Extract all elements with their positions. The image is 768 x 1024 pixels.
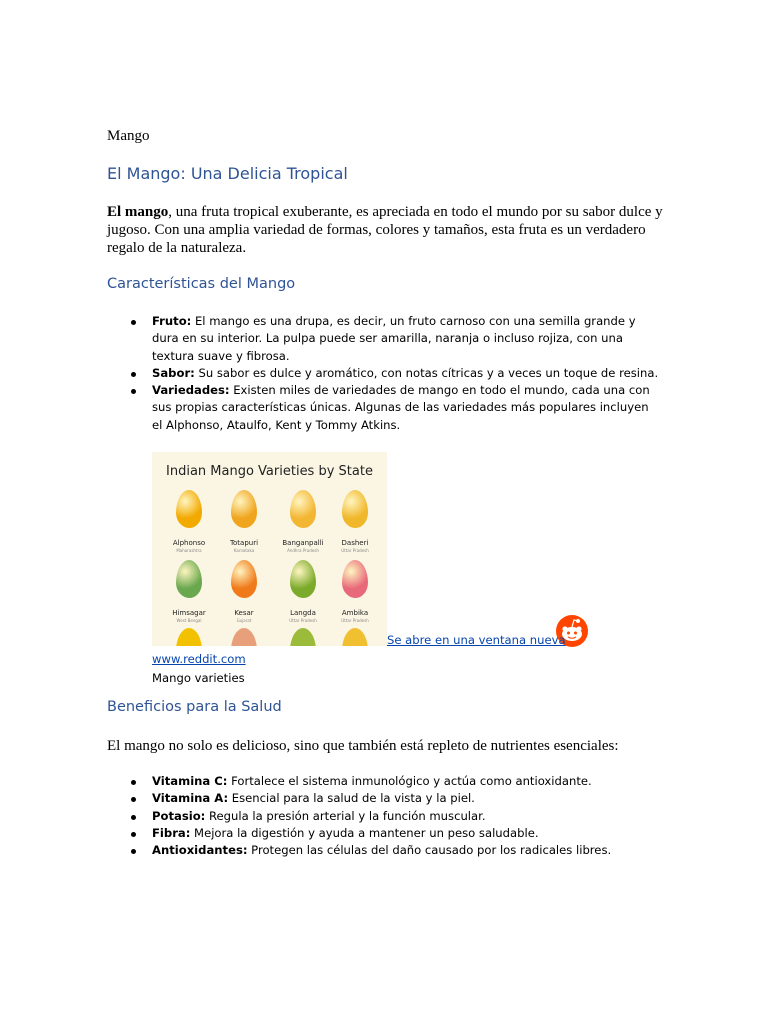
item-label: Fibra: — [152, 825, 191, 840]
mango-varieties-image[interactable] — [152, 452, 387, 646]
item-label: Antioxidantes: — [152, 843, 248, 858]
bullet-icon — [131, 320, 136, 325]
mango-state-label: Uttar Pradesh — [341, 548, 369, 553]
figure-caption: Mango varieties — [152, 671, 245, 685]
item-text: Existen miles de variedades de mango en todo el mundo, cada una con sus propias características únicas. Algunas de las variedades más populares incluyen el Alphonso, Ataulfo, Kent y Tommy Atkins. — [152, 383, 650, 432]
item-label: Vitamina A: — [152, 791, 229, 806]
mango-label: Alphonso — [172, 539, 206, 547]
document-title: Mango — [107, 128, 150, 144]
list-item — [107, 825, 659, 842]
mango-partial-icon — [290, 628, 316, 646]
mango-ambika-icon — [342, 560, 368, 598]
characteristics-list — [107, 313, 659, 434]
intro-text: , una fruta tropical exuberante, es apreciada en todo el mundo por su sabor dulce y jugoso. Con una amplia variedad de formas, colores y tamaños, esta fruta es un verdadero regalo de la naturaleza. — [107, 204, 663, 256]
mango-label: Totapuri — [229, 539, 259, 547]
item-label: Potasio: — [152, 808, 206, 823]
list-item — [107, 808, 659, 825]
mango-dasheri-icon — [342, 490, 368, 528]
item-text: Fortalece el sistema inmunológico y actúa como antioxidante. — [227, 774, 592, 788]
mango-partial-icon — [231, 628, 257, 646]
list-item — [107, 365, 659, 382]
mango-himsagar-icon — [176, 560, 202, 598]
item-label: Vitamina C: — [152, 774, 228, 788]
item-label: Variedades: — [152, 383, 230, 398]
mango-banganpalli-icon — [290, 490, 316, 528]
item-text: Protegen las células del daño causado por los radicales libres. — [247, 843, 612, 858]
mango-partial-icon — [342, 628, 368, 646]
intro-paragraph — [107, 203, 663, 257]
characteristics-heading: Características del Mango — [107, 276, 296, 292]
main-heading: El Mango: Una Delicia Tropical — [107, 164, 348, 183]
bullet-icon — [131, 832, 136, 837]
list-item — [107, 773, 659, 790]
mango-label: Banganpalli — [282, 539, 324, 547]
mango-langda-icon — [290, 560, 316, 598]
mango-totapuri-icon — [231, 490, 257, 528]
intro-bold: El mango — [107, 204, 169, 220]
benefits-list — [107, 773, 659, 859]
list-item — [107, 790, 659, 807]
list-item — [107, 382, 659, 434]
mango-label: Himsagar — [172, 609, 206, 617]
bullet-icon — [131, 389, 136, 394]
mango-partial-icon — [176, 628, 202, 646]
item-text: Regula la presión arterial y la función muscular. — [205, 808, 486, 823]
bullet-icon — [131, 372, 136, 377]
mango-state-label: Maharashtra — [176, 548, 202, 553]
bullet-icon — [131, 780, 136, 785]
item-label: Sabor: — [152, 365, 195, 380]
bullet-icon — [131, 849, 136, 854]
mango-label: Langda — [290, 609, 316, 617]
item-text: Mejora la digestión y ayuda a mantener un peso saludable. — [190, 825, 539, 840]
mango-state-label: Gujarat — [236, 618, 252, 623]
mango-state-label: Andhra Pradesh — [287, 548, 319, 553]
figure-title: Indian Mango Varieties by State — [166, 464, 373, 479]
list-item — [107, 313, 659, 365]
mango-label: Ambika — [341, 609, 369, 617]
mango-alphonso-icon — [176, 490, 202, 528]
item-text: Su sabor es dulce y aromático, con notas cítricas y a veces un toque de resina. — [194, 365, 659, 380]
mango-kesar-icon — [231, 560, 257, 598]
source-domain-link[interactable]: www.reddit.com — [152, 652, 246, 666]
mango-label: Kesar — [234, 609, 254, 617]
open-new-window-link[interactable]: Se abre en una ventana nueva — [387, 633, 566, 647]
mango-state-label: Uttar Pradesh — [289, 618, 317, 623]
benefits-heading: Beneficios para la Salud — [107, 699, 282, 715]
benefits-intro: El mango no solo es delicioso, sino que también está repleto de nutrientes esenciales: — [107, 738, 619, 754]
mango-state-label: Uttar Pradesh — [341, 618, 369, 623]
mango-label: Dasheri — [341, 539, 369, 547]
list-item — [107, 842, 659, 859]
item-label: Fruto: — [152, 314, 192, 328]
item-text: Esencial para la salud de la vista y la piel. — [228, 791, 475, 806]
mango-state-label: West Bengal — [176, 618, 202, 623]
item-text: El mango es una drupa, es decir, un fruto carnoso con una semilla grande y dura en su interior. La pulpa puede ser amarilla, naranja o incluso rojiza, con una textura suave y fibrosa. — [152, 314, 636, 363]
mango-state-label: Karnataka — [233, 548, 255, 553]
bullet-icon — [131, 815, 136, 820]
bullet-icon — [131, 797, 136, 802]
